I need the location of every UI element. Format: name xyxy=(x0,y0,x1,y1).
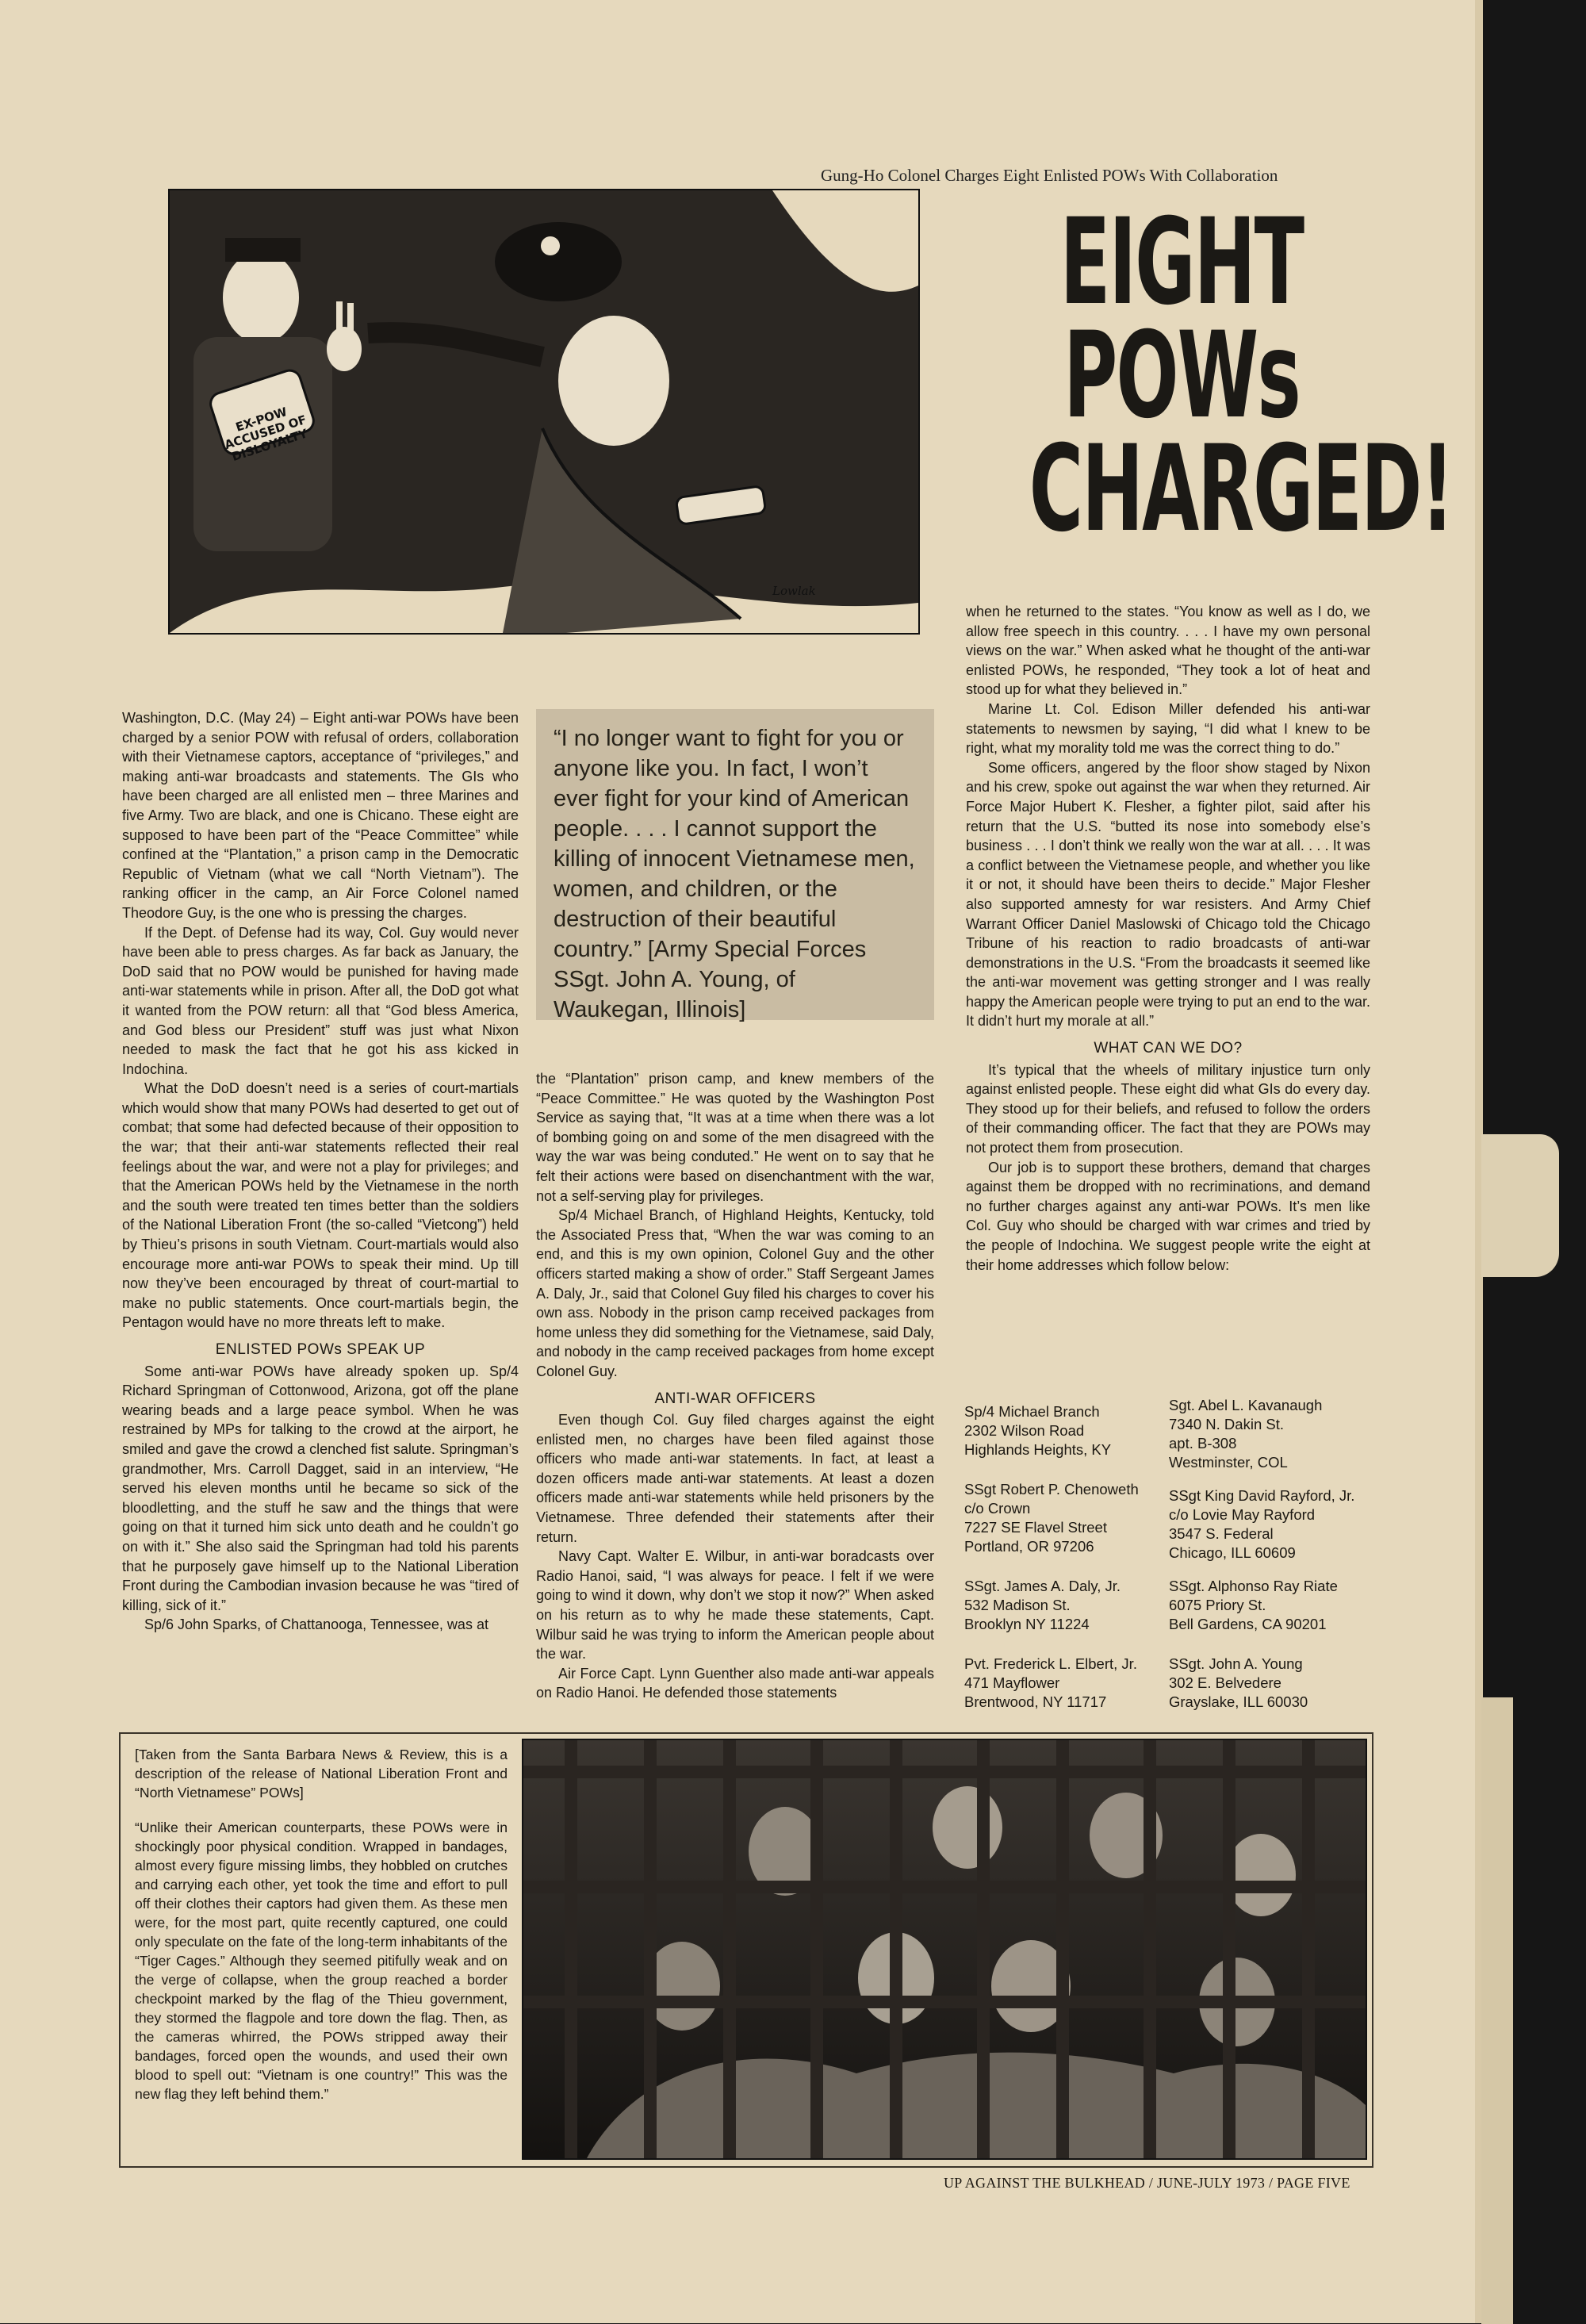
address-line: 2302 Wilson Road xyxy=(964,1422,1085,1439)
headline-line-1: EIGHT xyxy=(1059,194,1304,332)
address-block xyxy=(964,1577,1170,1634)
subhead-enlisted-pows: ENLISTED POWs SPEAK UP xyxy=(215,1341,426,1358)
subhead-anti-war-officers: ANTI-WAR OFFICERS xyxy=(654,1390,816,1407)
address-line: 6075 Priory St. xyxy=(1169,1597,1266,1613)
paragraph: Some officers, angered by the floor show staged by Nixon and his crew, spoke out against the war when they returned. Air Force Major Hubert K. Flesher, a fighter pilot, said after his return that the U.S. “butted its nose into somebody else’s business . . . I don’t think we really won the war at all. . . . It was a conflict between the Vietnamese people, and whether you like it or not, it should have been theirs to decide.” Major Flesher also supported amnesty for war resisters. And Army Chief Warrant Officer Daniel Maslowski of Chicago told the Chicago Tribune of his reaction to radio broadcasts of anti-war demonstrations in the U.S. “From the broadcasts it seemed like the anti-war movement was getting stronger and I was really happy the American people were trying to put an end to the war. It didn’t hurt my morale at all.” xyxy=(966,759,1370,1030)
paragraph: Sp/4 Michael Branch, of Highland Heights, Kentucky, told the Associated Press that, “When the war was coming to an end, and this is my own opinion, Colonel Guy and the other officers started making a show of order.” Staff Sergeant James A. Daly, Jr., said that Colonel Guy filed his charges to cover his own ass. Nobody in the prison camp received packages from home unless they did something for the Vietnamese, said Daly, and nobody in the camp received packages from home except Colonel Guy. xyxy=(536,1207,934,1379)
headline-line-2-wrap xyxy=(960,307,1404,445)
paragraph: Our job is to support these brothers, demand that charges against them be dropped with no recriminations, and demand no further charges against any anti-war POWs. It’s men like Col. Guy who should be charged with war crimes and tried by the people of Indochina. We suggest people write the eight at their home addresses which follow below: xyxy=(966,1159,1370,1273)
paragraph: Navy Capt. Walter E. Wilbur, in anti-war boradcasts over Radio Hanoi, said, “I was always for peace. I felt if we were going to wind it down, why don’t we stop it now?” When asked on his return as to why he made these statements, Capt. Wilbur said he was trying to inform the American people about the war. xyxy=(536,1548,934,1662)
cartoon-badge-text: EX-POW ACCUSED OF DISLOYALTY xyxy=(222,404,310,465)
paragraph: Washington, D.C. (May 24) – Eight anti-war POWs have been charged by a senior POW with refusal of orders, collaboration with their Vietnamese captors, acceptance of “privileges,” and making anti-war broadcasts and statements. The GIs who have been charged are all enlisted men – three Marines and five Army. Two are black, and one is Chicano. These eight are supposed to have been part of the “Peace Committee” while confined at the “Plantation,” a prison camp in the Democratic Republic of Vietnam (what we call “North Vietnam”). The ranking officer in the camp, an Air Force Colonel named Theodore Guy, is the one who is pressing the charges. xyxy=(122,710,519,921)
address-line: SSgt Robert P. Chenoweth xyxy=(964,1481,1139,1498)
address-line: Chicago, ILL 60609 xyxy=(1169,1544,1296,1561)
address-line: SSgt. John A. Young xyxy=(1169,1655,1303,1672)
address-line: SSgt King David Rayford, Jr. xyxy=(1169,1487,1355,1504)
address-line: Sp/4 Michael Branch xyxy=(964,1403,1100,1420)
torn-paper-strip xyxy=(1481,1697,1513,2324)
address-list-right xyxy=(1169,1396,1383,1712)
address-line: Westminster, COL xyxy=(1169,1454,1288,1471)
prisoners-photo xyxy=(522,1739,1367,2160)
address-line: Pvt. Frederick L. Elbert, Jr. xyxy=(964,1655,1137,1672)
paragraph: Sp/6 John Sparks, of Chattanooga, Tennessee, was at xyxy=(144,1616,488,1633)
article-column-1 xyxy=(122,708,519,1635)
article-column-3 xyxy=(966,602,1370,1275)
address-line: c/o Crown xyxy=(964,1500,1031,1517)
page-footer: UP AGAINST THE BULKHEAD / JUNE-JULY 1973 / PAGE FIVE xyxy=(944,2175,1350,2191)
paragraph: Marine Lt. Col. Edison Miller defended his anti-war statements to newsmen by saying, “I did what I knew to be right, what my morality told me was the correct thing to do.” xyxy=(966,700,1370,757)
article-column-2 xyxy=(536,1069,934,1703)
address-block xyxy=(964,1402,1170,1459)
address-line: Grayslake, ILL 60030 xyxy=(1169,1693,1308,1710)
address-list-left xyxy=(964,1402,1170,1712)
sidebar-body: “Unlike their American counterparts, these POWs were in shockingly poor physical condition. Wrapped in bandages, almost every figure missing limbs, they hobbled on crutches and carrying each other, yet took the time and effort to pull off their clothes their captors had given them. As these men were, for the most part, quite recently captured, one could only speculate on the fate of the long-term inhabitants of the “Tiger Cages.” Although they seemed pitifully weak and on the verge of collapse, when the group reached a border checkpoint marked by the flag of the Thieu government, they stormed the flagpole and tore down the flag. Then, as the cameras whirred, the POWs stripped away their bandages, forced open the wounds, and used their own blood to spell out: “Vietnam is one country!” This was the new flag they left behind them.” xyxy=(135,1820,508,2102)
paragraph: Some anti-war POWs have already spoken up. Sp/4 Richard Springman of Cottonwood, Arizona, got off the plane wearing beads and a large peace symbol. When he was restrained by MPs for talking to the crowd at the airport, he smiled and gave the crowd a clenched fist salute. Springman’s grandmother, Mrs. Carroll Dagget, said in an interview, “He served his eleven months until he became so sick of the bloodletting, and the stuff he saw and the things that were going on that it turned him sick unto death and he couldn’t go on with it.” She also said the Springman had told his parents that he purposely gave himself up to the National Liberation Front during the Cambodian invasion because he was “tired of killing, sick of it.” xyxy=(122,1363,519,1613)
address-line: Portland, OR 97206 xyxy=(964,1538,1094,1555)
address-line: Brooklyn NY 11224 xyxy=(964,1616,1090,1632)
sidebar-text xyxy=(135,1745,508,2103)
address-block xyxy=(1169,1577,1383,1634)
paragraph: If the Dept. of Defense had its way, Col. Guy would never have been able to press charges. As far back as January, the DoD said that no POW would be punished for having made anti-war statements while in prison. After all, the DoD got what it wanted from the POW return: all that “God bless America, and God bless our President” stuff was just what Nixon needed to mask the fact that he got his ass kicked in Indochina. xyxy=(122,924,519,1077)
address-line: 7340 N. Dakin St. xyxy=(1169,1416,1284,1432)
address-line: 3547 S. Federal xyxy=(1169,1525,1274,1542)
address-line: apt. B-308 xyxy=(1169,1435,1237,1452)
headline xyxy=(960,194,1404,332)
address-block xyxy=(1169,1486,1383,1563)
address-line: Bell Gardens, CA 90201 xyxy=(1169,1616,1327,1632)
address-line: Brentwood, NY 11717 xyxy=(964,1693,1107,1710)
address-block xyxy=(964,1480,1170,1556)
torn-paper-tab xyxy=(1481,1134,1559,1277)
editorial-cartoon xyxy=(168,189,920,635)
address-line: SSgt. James A. Daly, Jr. xyxy=(964,1578,1121,1594)
address-block xyxy=(1169,1655,1383,1712)
paragraph: It’s typical that the wheels of military injustice turn only against enlisted people. These eight did what GIs do every day. They stood up for their beliefs, and refused to follow the orders of their commanding officer. The fact that they are POWs may not protect them from prosecution. xyxy=(966,1061,1370,1156)
cartoonist-signature: Lowlak xyxy=(772,584,816,598)
paragraph: Even though Col. Guy filed charges against the eight enlisted men, no charges have been filed against those officers who made anti-war statements. In fact, at least a dozen officers made anti-war statements. At least a dozen officers made anti-war statements while held prisoners by the Vietnamese. Three defended their statements after their return. xyxy=(536,1412,934,1545)
address-line: 302 E. Belvedere xyxy=(1169,1674,1281,1691)
address-line: 7227 SE Flavel Street xyxy=(964,1519,1107,1536)
address-block xyxy=(964,1655,1170,1712)
paragraph: Air Force Capt. Lynn Guenther also made anti-war appeals on Radio Hanoi. He defended those statements xyxy=(536,1665,934,1701)
address-line: Sgt. Abel L. Kavanaugh xyxy=(1169,1397,1323,1413)
address-line: Highlands Heights, KY xyxy=(964,1441,1112,1458)
address-line: 471 Mayflower xyxy=(964,1674,1060,1691)
paragraph: when he returned to the states. “You know as well as I do, we allow free speech in this country. . . . I have my own personal views on the war.” When asked what he thought of the anti-war enlisted POWs, he responded, “They took a lot of heat and stood up for what they believed in.” xyxy=(966,604,1370,698)
paragraph: What the DoD doesn’t need is a series of court-martials which would show that many POWs had deserted to get out of combat; that some had defected because of their opposition to the war; that their anti-war statements reflected their real feelings about the war, and were not a play for privileges; and that the American POWs held by the Vietnamese in the north and the south were treated ten times better than the soldiers of the National Liberation Front (the so-called “Vietcong”) held by Thieu’s prisons in south Vietnam. Court-martials would also encourage more anti-war POWs to speak their mind. Up till now they’ve been encouraged by threat of court-martial to make no public statements. Once court-martials begin, the Pentagon would have no more threats left to make. xyxy=(122,1080,519,1331)
paragraph: the “Plantation” prison camp, and knew members of the “Peace Committee.” He was quoted by the Washington Post Service as saying that, “It was at a time when there was a lot of bombing going on and some of the men disagreed with the way the war was being conduted.” He went on to say that he felt their actions were based on disenchantment with the war, not a self-serving play for privileges. xyxy=(536,1071,934,1204)
address-block xyxy=(1169,1396,1383,1472)
address-line: c/o Lovie May Rayford xyxy=(1169,1506,1316,1523)
headline-line-3: CHARGED! xyxy=(1029,420,1454,558)
prisoners-behind-bars-image xyxy=(523,1740,1366,2158)
address-line: SSgt. Alphonso Ray Riate xyxy=(1169,1578,1338,1594)
kicker-line: Gung-Ho Colonel Charges Eight Enlisted POWs With Collaboration xyxy=(821,166,1278,185)
headline-line-2: POWs xyxy=(1063,307,1300,445)
headline-line-3-wrap xyxy=(936,420,1454,558)
sidebar-intro: [Taken from the Santa Barbara News & Review, this is a description of the release of National Liberation Front and “North Vietnamese” POWs] xyxy=(135,1747,508,1801)
address-line: 532 Madison St. xyxy=(964,1597,1071,1613)
subhead-what-can-we-do: WHAT CAN WE DO? xyxy=(1094,1040,1243,1057)
pull-quote: “I no longer want to fight for you or anyone like you. In fact, I won’t ever fight for your kind of American people. . . . I cannot support the killing of innocent Vietnamese men, women, and children, or the destruction of their beautiful country.” [Army Special Forces SSgt. John A. Young, of Waukegan, Illinois] xyxy=(536,709,934,1020)
